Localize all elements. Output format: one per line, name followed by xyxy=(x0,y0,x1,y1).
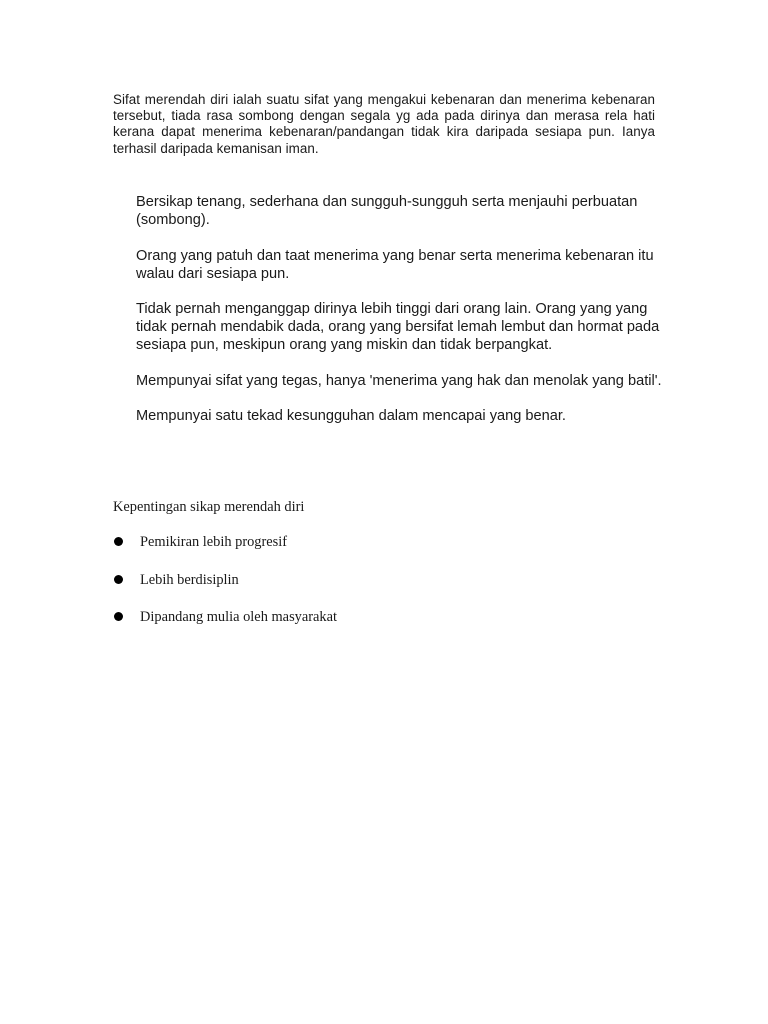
bullet-icon xyxy=(114,537,123,546)
importance-item xyxy=(113,533,337,551)
importance-item-label: Pemikiran lebih progresif xyxy=(140,534,288,550)
trait-item: Tidak pernah menganggap dirinya lebih tinggi dari orang lain. Orang yang yang tidak pernah mendabik dada, orang yang bersifat lemah lembut dan hormat pada sesiapa pun, meskipun orang yang miskin dan tidak berpangkat. xyxy=(136,301,660,353)
importance-item-label: Dipandang mulia oleh masyarakat xyxy=(140,609,338,625)
importance-item xyxy=(113,608,337,626)
bullet-icon xyxy=(114,575,123,584)
trait-item: Bersikap tenang, sederhana dan sungguh-sungguh serta menjauhi perbuatan (sombong). xyxy=(136,194,638,228)
trait-item: Mempunyai satu tekad kesungguhan dalam mencapai yang benar. xyxy=(136,408,566,424)
importance-item-label: Lebih berdisiplin xyxy=(140,571,239,588)
trait-item: Mempunyai sifat yang tegas, hanya 'menerima yang hak dan menolak yang batil'. xyxy=(136,372,662,389)
intro-paragraph: Sifat merendah diri ialah suatu sifat yang mengakui kebenaran dan menerima kebenaran tersebut, tiada rasa sombong dengan segala yg ada pada dirinya dan merasa rela hati kerana dapat menerima kebenaran/pandangan tidak kira daripada sesiapa pun. Ianya terhasil daripada kemanisan iman. xyxy=(113,92,655,156)
trait-item: Orang yang patuh dan taat menerima yang benar serta menerima kebenaran itu walau dari sesiapa pun. xyxy=(136,247,654,282)
importance-heading: Kepentingan sikap merendah diri xyxy=(113,499,305,515)
importance-list xyxy=(113,533,337,646)
bullet-icon xyxy=(114,612,123,621)
traits-list xyxy=(136,193,666,443)
importance-item xyxy=(113,571,337,589)
